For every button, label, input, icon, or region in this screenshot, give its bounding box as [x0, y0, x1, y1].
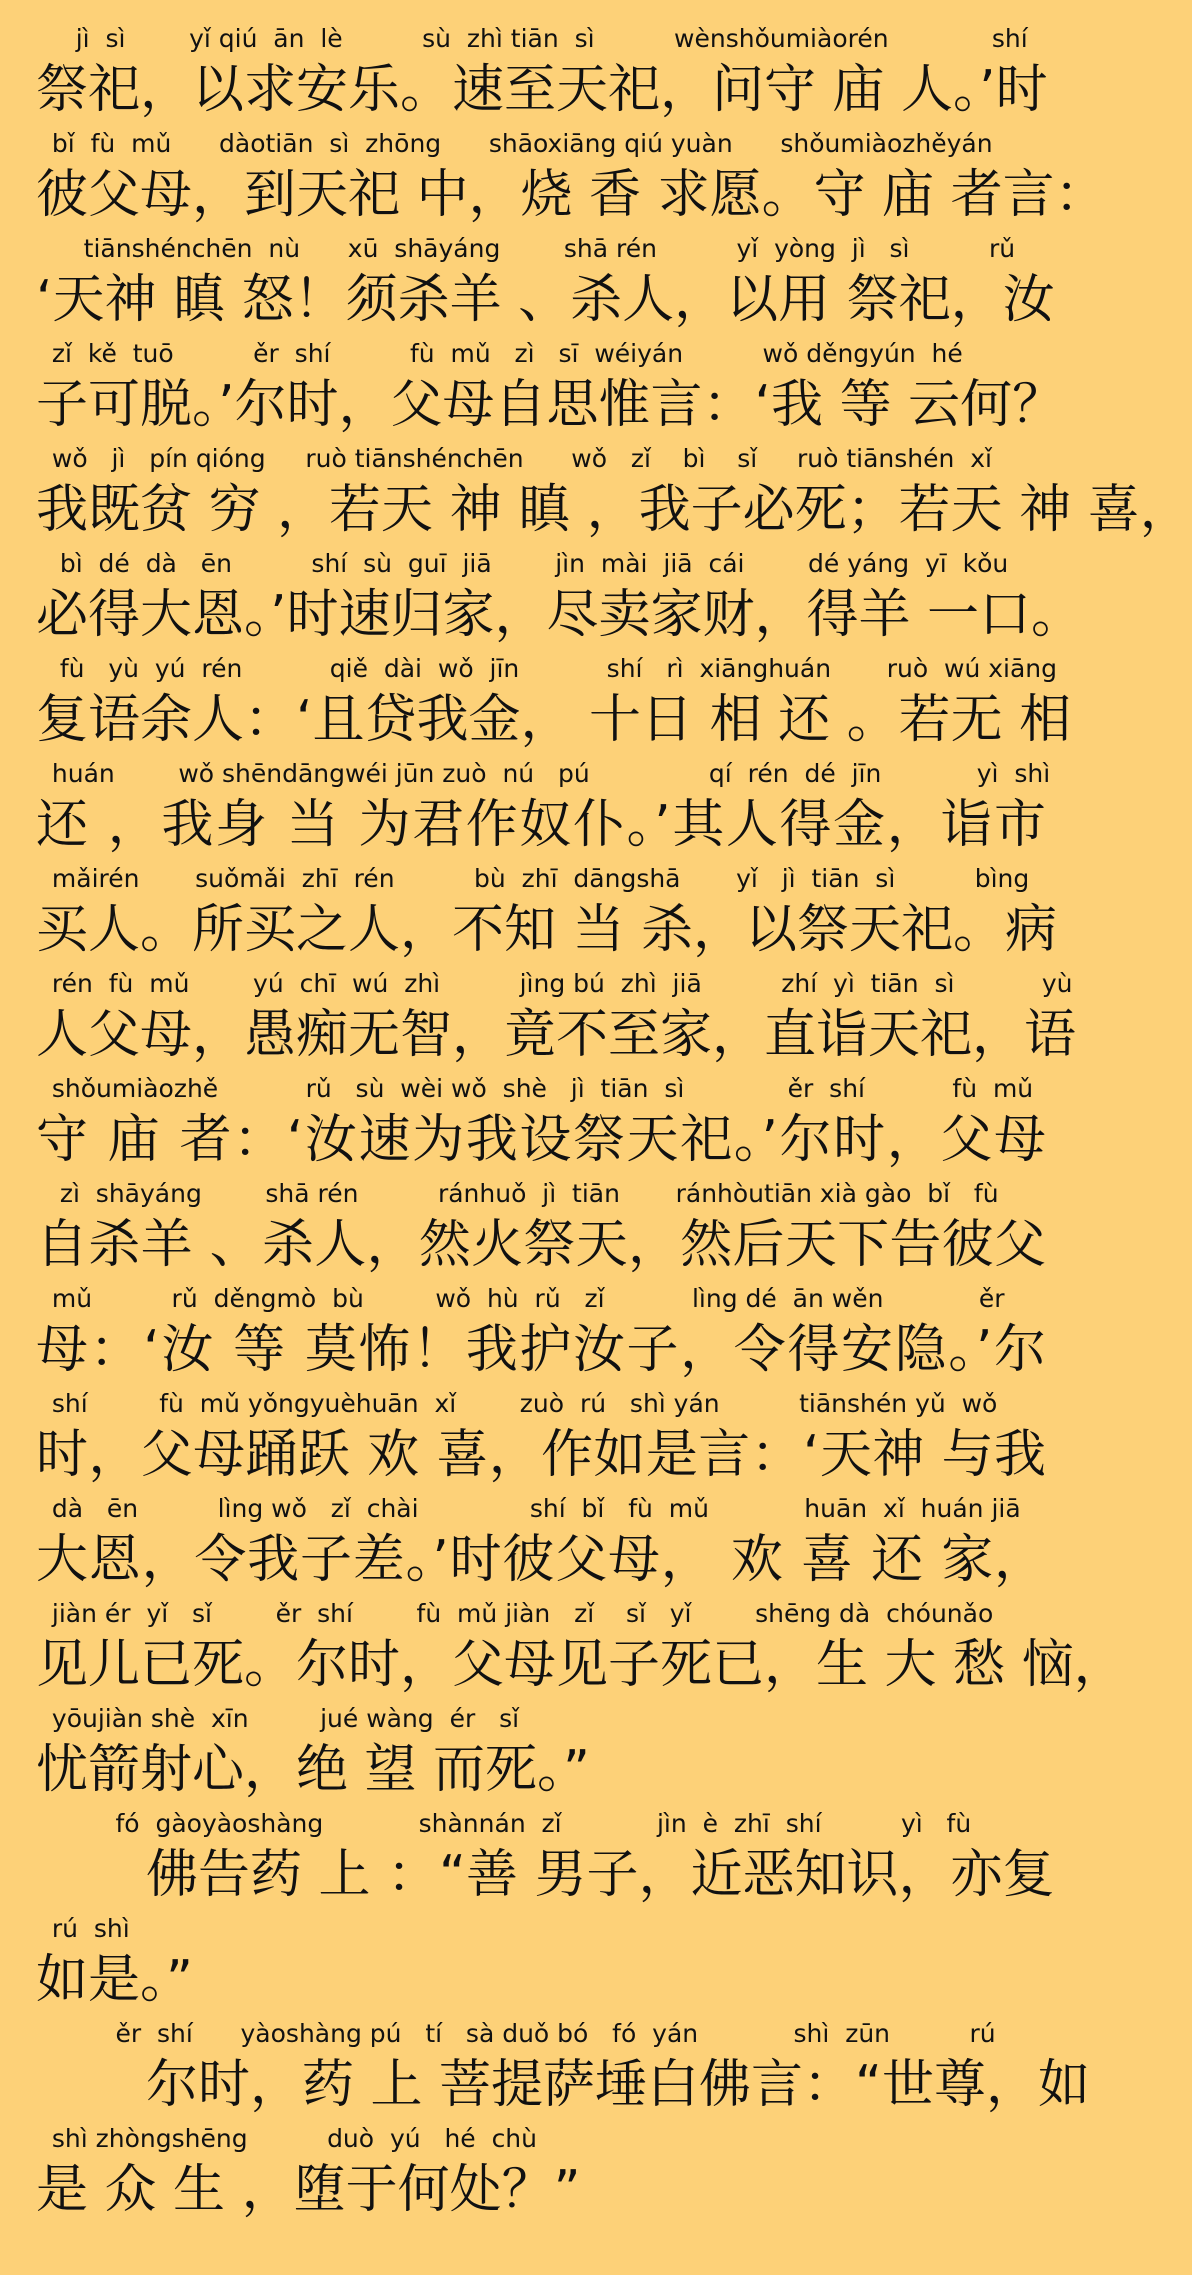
- chinese-text: 子可脱。’尔时，父母自思惟言：‘我 等 云何？: [36, 375, 1065, 435]
- text-line: [36, 1387, 1046, 1491]
- text-line: [36, 127, 1107, 231]
- chinese-text: 如是。”: [36, 1950, 193, 2010]
- pinyin-annotation: jì sì yǐ qiú ān lè sù zhì tiān sì wènshǒumiàorén shí: [36, 24, 1028, 53]
- pinyin-annotation: shǒumiàozhě rǔ sù wèi wǒ shè jì tiān sì ěr shí fù mǔ: [36, 1074, 1034, 1103]
- chinese-text: 见儿已死。尔时，父母见子死已，生 大 愁 恼，: [36, 1635, 1126, 1695]
- chinese-text: 时，父母踊跃 欢 喜，作如是言：‘天神 与我: [36, 1425, 1046, 1485]
- text-line: [36, 2122, 1046, 2226]
- chinese-text: 必得大恩。’时速归家，尽卖家财，得羊 一口。: [36, 585, 1084, 645]
- pinyin-annotation: mǎirén suǒmǎi zhī rén bù zhī dāngshā yǐ jì tiān sì bìng: [36, 864, 1030, 893]
- pinyin-annotation: bǐ fù mǔ dàotiān sì zhōng shāoxiāng qiú yuàn shǒumiàozhěyán: [36, 129, 993, 158]
- pinyin-annotation: jiàn ér yǐ sǐ ěr shí fù mǔ jiàn zǐ sǐ yǐ shēng dà chóunǎo: [36, 1599, 994, 1628]
- pinyin-annotation: shì zhòngshēng duò yú hé chù: [36, 2124, 538, 2153]
- pinyin-annotation: dà ēn lìng wǒ zǐ chài shí bǐ fù mǔ huān xǐ huán jiā: [36, 1494, 1021, 1523]
- text-line: [36, 1807, 1055, 1911]
- pinyin-annotation: zǐ kě tuō ěr shí fù mǔ zì sī wéiyán wǒ děngyún hé: [36, 339, 963, 368]
- chinese-text: 复语余人：‘且贷我金， 十日 相 还 。若无 相: [36, 690, 1072, 750]
- text-line: [36, 1177, 1046, 1281]
- pinyin-annotation: bì dé dà ēn shí sù guī jiā jìn mài jiā cái dé yáng yī kǒu: [36, 549, 1009, 578]
- pinyin-annotation: rú shì: [36, 1914, 130, 1943]
- pinyin-annotation: shí fù mǔ yǒngyuèhuān xǐ zuò rú shì yán tiānshén yǔ wǒ: [36, 1389, 998, 1418]
- text-line: [36, 652, 1072, 756]
- pinyin-annotation: yōujiàn shè xīn jué wàng ér sǐ: [36, 1704, 520, 1733]
- chinese-text: 忧箭射心，绝 望 而死。”: [36, 1740, 590, 1800]
- chinese-text: 我既贫 穷 ，若天 神 瞋 ，我子必死；若天 神 喜，: [36, 480, 1192, 540]
- chinese-text: 是 众 生 ，堕于何处？”: [36, 2160, 581, 2220]
- pinyin-annotation: fó gàoyàoshàng shànnán zǐ jìn è zhī shí yì fù: [36, 1809, 972, 1838]
- pinyin-annotation: tiānshénchēn nù xū shāyáng shā rén yǐ yòng jì sì rǔ: [36, 234, 1016, 263]
- text-line: [36, 22, 1046, 126]
- chinese-text: 祭祀，以求安乐。速至天祀，问守 庙 人。’时: [36, 60, 1048, 120]
- chinese-text: 还 ，我身 当 为君作奴仆。’其人得金，诣市: [36, 795, 1046, 855]
- text-line: [36, 442, 1192, 546]
- text-line: [36, 1702, 1046, 1806]
- text-line: [36, 1072, 1046, 1176]
- text-line: [36, 757, 1051, 861]
- text-line: [36, 862, 1058, 966]
- chinese-text: 人父母，愚痴无智，竟不至家，直诣天祀，语: [36, 1005, 1077, 1065]
- chinese-text: 买人。所买之人，不知 当 杀，以祭天祀。病: [36, 900, 1058, 960]
- chinese-text: 守 庙 者：‘汝速为我设祭天祀。’尔时，父母: [36, 1110, 1046, 1170]
- text-line: [36, 337, 1065, 441]
- text-line: [36, 232, 1055, 336]
- pinyin-annotation: fù yù yú rén qiě dài wǒ jīn shí rì xiānghuán ruò wú xiāng: [36, 654, 1058, 683]
- pinyin-annotation: huán wǒ shēndāngwéi jūn zuò nú pú qí rén dé jīn yì shì: [36, 759, 1051, 788]
- chinese-text: 彼父母，到天祀 中，烧 香 求愿。守 庙 者言：: [36, 165, 1107, 225]
- text-line: [36, 547, 1084, 651]
- text-line: [36, 967, 1077, 1071]
- text-line: [36, 1492, 1046, 1596]
- text-line: [36, 1282, 1046, 1386]
- pinyin-annotation: mǔ rǔ děngmò bù wǒ hù rǔ zǐ lìng dé ān wěn ěr: [36, 1284, 1005, 1313]
- chinese-text: 大恩，令我子差。’时彼父母， 欢 喜 还 家，: [36, 1530, 1046, 1590]
- text-line: [36, 2017, 1090, 2121]
- text-line: [36, 1912, 1046, 2016]
- text-line: [36, 1597, 1126, 1701]
- chinese-text: 自杀羊 、杀人，然火祭天，然后天下告彼父: [36, 1215, 1046, 1275]
- pinyin-annotation: wǒ jì pín qióng ruò tiānshénchēn wǒ zǐ bì sǐ ruò tiānshén xǐ: [36, 444, 992, 473]
- chinese-text: 尔时，药 上 菩提萨埵白佛言：“世尊，如: [146, 2055, 1090, 2115]
- chinese-text: ‘天神 瞋 怒！须杀羊 、杀人，以用 祭祀，汝: [36, 270, 1055, 330]
- pinyin-annotation: zì shāyáng shā rén ránhuǒ jì tiān ránhòutiān xià gào bǐ fù: [36, 1179, 999, 1208]
- pinyin-annotation: ěr shí yàoshàng pú tí sà duǒ bó fó yán shì zūn rú: [36, 2019, 996, 2048]
- chinese-text: 佛告药 上 ：“善 男子，近恶知识，亦复: [146, 1845, 1055, 1905]
- chinese-text: 母：‘汝 等 莫怖！我护汝子，令得安隐。’尔: [36, 1320, 1046, 1380]
- pinyin-annotation: rén fù mǔ yú chī wú zhì jìng bú zhì jiā zhí yì tiān sì yù: [36, 969, 1073, 998]
